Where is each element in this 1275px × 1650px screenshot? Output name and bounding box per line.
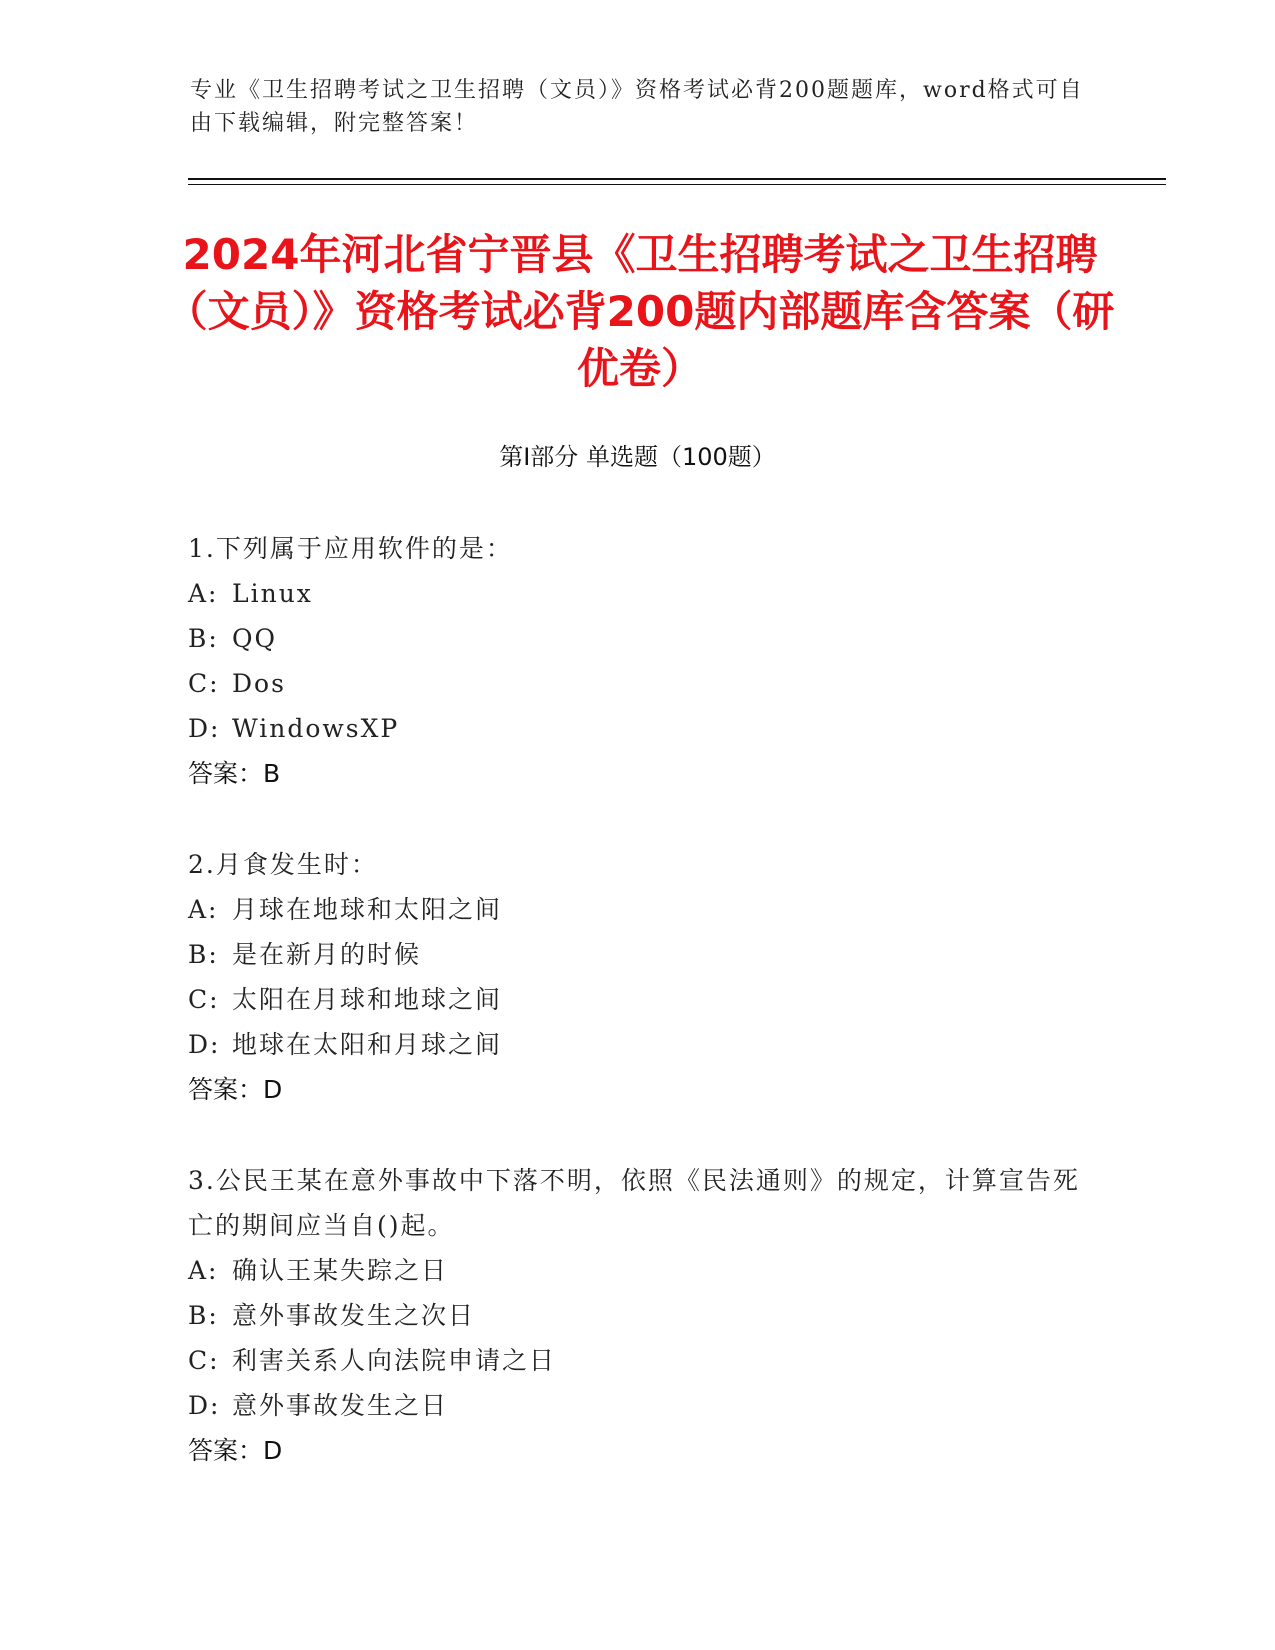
- option-key: A:: [188, 579, 219, 608]
- option-text: 月球在地球和太阳之间: [232, 895, 503, 924]
- option-c: [188, 1338, 1088, 1383]
- option-text: 地球在太阳和月球之间: [232, 1030, 503, 1059]
- option-text: Dos: [232, 669, 286, 698]
- question-text: 2.月食发生时：: [188, 850, 378, 879]
- answer-text: 答案：D: [188, 1436, 283, 1465]
- option-text: Linux: [232, 579, 313, 608]
- question-item: [188, 842, 1088, 1112]
- header-divider-thin: [188, 184, 1166, 185]
- option-text: QQ: [232, 624, 277, 653]
- question-text: 3.公民王某在意外事故中下落不明，依照《民法通则》的规定，计算宣告死亡的期间应当自()起。: [188, 1166, 1080, 1240]
- option-key: C:: [188, 985, 220, 1014]
- option-a: [188, 1248, 1088, 1293]
- option-key: A:: [188, 1256, 219, 1285]
- option-key: B:: [188, 1301, 219, 1330]
- option-a: [188, 887, 1088, 932]
- option-text: 利害关系人向法院申请之日: [232, 1346, 557, 1375]
- header-note: 专业《卫生招聘考试之卫生招聘（文员）》资格考试必背200题题库，word格式可自由下载编辑，附完整答案！: [190, 78, 1084, 136]
- option-text: WindowsXP: [232, 714, 400, 743]
- answer-text: 答案：D: [188, 1075, 283, 1104]
- question-item: [188, 1158, 1088, 1473]
- option-key: D:: [188, 1391, 221, 1420]
- option-a: [188, 571, 1088, 616]
- document-title: 2024年河北省宁晋县《卫生招聘考试之卫生招聘（文员）》资格考试必背200题内部题库含答案（研优卷）: [165, 230, 1115, 393]
- header-divider-thick: [188, 178, 1166, 180]
- option-c: [188, 977, 1088, 1022]
- option-key: D:: [188, 714, 221, 743]
- option-key: B:: [188, 940, 219, 969]
- option-text: 是在新月的时候: [232, 940, 422, 969]
- option-key: A:: [188, 895, 219, 924]
- option-text: 太阳在月球和地球之间: [232, 985, 503, 1014]
- option-d: [188, 706, 1088, 751]
- option-d: [188, 1383, 1088, 1428]
- option-key: B:: [188, 624, 219, 653]
- section-title: 第Ⅰ部分 单选题（100题）: [499, 443, 776, 471]
- option-b: [188, 932, 1088, 977]
- option-key: D:: [188, 1030, 221, 1059]
- option-key: C:: [188, 669, 220, 698]
- question-item: [188, 526, 1088, 796]
- option-text: 确认王某失踪之日: [232, 1256, 449, 1285]
- answer-text: 答案：B: [188, 759, 281, 788]
- option-d: [188, 1022, 1088, 1067]
- question-list: [188, 526, 1088, 1519]
- option-text: 意外事故发生之次日: [232, 1301, 476, 1330]
- option-text: 意外事故发生之日: [232, 1391, 449, 1420]
- option-c: [188, 661, 1088, 706]
- option-b: [188, 616, 1088, 661]
- option-key: C:: [188, 1346, 220, 1375]
- option-b: [188, 1293, 1088, 1338]
- question-text: 1.下列属于应用软件的是：: [188, 534, 513, 563]
